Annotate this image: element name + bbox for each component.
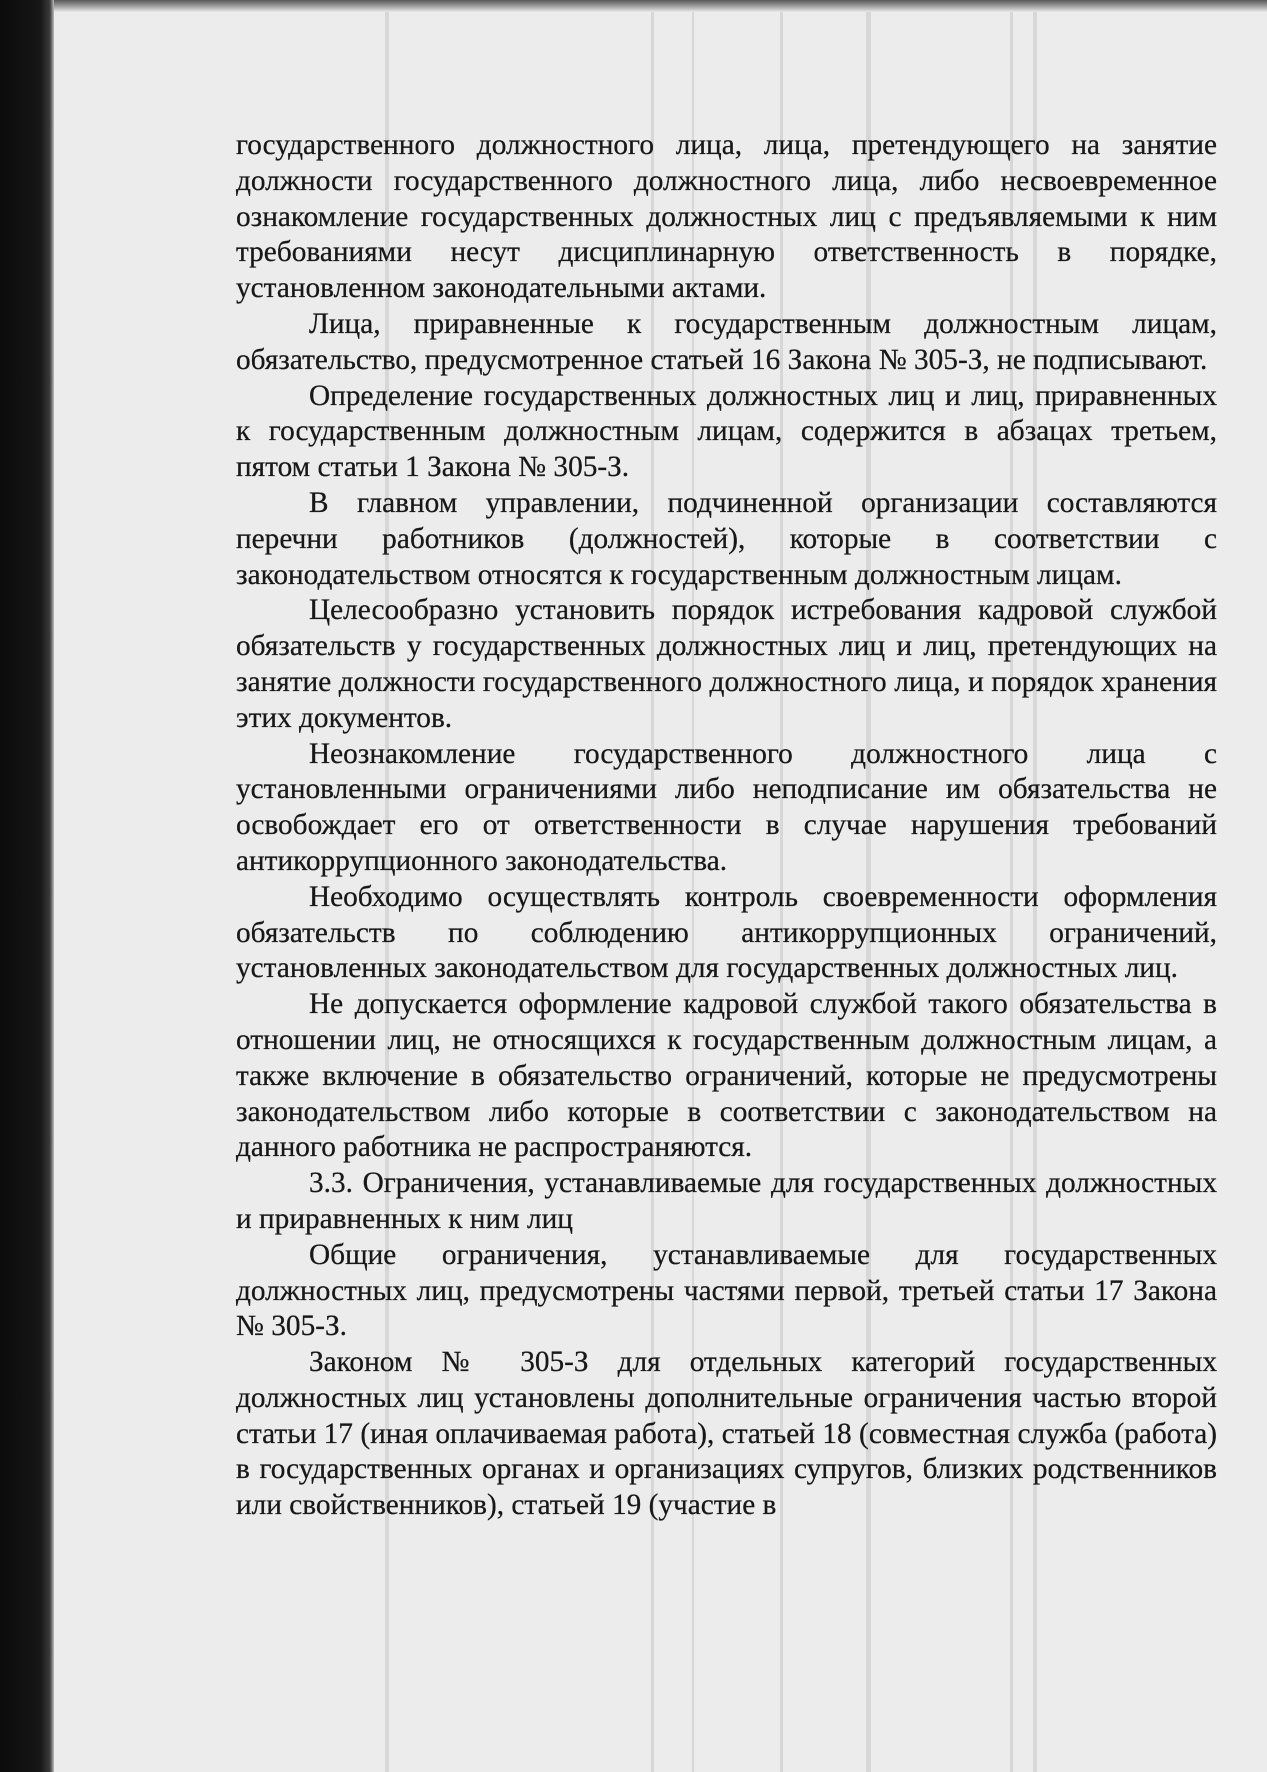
paragraph-not-allowed: Не допускается оформление кадровой службой такого обязательства в отношении лиц, не относящихся к государственным должностным лицам, а также включение в обязательство ограничений, которые не предусмотрены законодательством либо которые в соответствии с законодательством на данного работника не распространяются. bbox=[236, 988, 1217, 1164]
paragraph-non-familiarization: Неознакомление государственного должностного лица с установленными ограничениями либо неподписание им обязательства не освобождает его от ответственности в случае нарушения требований антикоррупционного законодательства. bbox=[236, 737, 1217, 877]
paragraph-general-restrictions: Общие ограничения, устанавливаемые для государственных должностных лиц, предусмотрены частями первой, третьей статьи 17 Закона № 305-З. bbox=[236, 1238, 1217, 1343]
paragraph-procedure: Целесообразно установить порядок истребования кадровой службой обязательств у государственных должностных лиц и лиц, претендующих на занятие должности государственного должностного лица, и порядок хранения этих документов. bbox=[236, 594, 1217, 734]
scan-top-shadow bbox=[54, 0, 1267, 12]
document-body bbox=[236, 128, 1217, 1524]
paragraph-additional-restrictions: Законом № 305-З для отдельных категорий государственных должностных лиц установлены дополнительные ограничения частью второй статьи 17 (иная оплачиваемая работа), статьей 18 (совместная служба (работа) в государственных органах и организациях супругов, близких родственников или свойственников), статьей 19 (участие в bbox=[236, 1346, 1217, 1522]
paragraph-lists: В главном управлении, подчиненной организации составляются перечни работников (должностей), которые в соответствии с законодательством относятся к государственным должностным лицам. bbox=[236, 486, 1217, 591]
paragraph-continuation: государственного должностного лица, лица, претендующего на занятие должности государственного должностного лица, либо несвоевременное ознакомление государственных должностных лиц с предъявляемыми к ним требованиями несут дисциплинарную ответственность в порядке, установленном законодательными актами. bbox=[236, 129, 1217, 305]
paragraph-equated-persons: Лица, приравненные к государственным должностным лицам, обязательство, предусмотренное статьей 16 Закона № 305-З, не подписывают. bbox=[236, 307, 1217, 376]
paragraph-definition: Определение государственных должностных лиц и лиц, приравненных к государственным должностным лицам, содержится в абзацах третьем, пятом статьи 1 Закона № 305-З. bbox=[236, 379, 1217, 484]
scan-dark-border bbox=[0, 0, 54, 1772]
section-heading-3-3: 3.3. Ограничения, устанавливаемые для государственных должностных и приравненных к ним лиц bbox=[236, 1167, 1217, 1235]
paragraph-control: Необходимо осуществлять контроль своевременности оформления обязательств по соблюдению антикоррупционных ограничений, установленных законодательством для государственных должностных лиц. bbox=[236, 880, 1217, 985]
